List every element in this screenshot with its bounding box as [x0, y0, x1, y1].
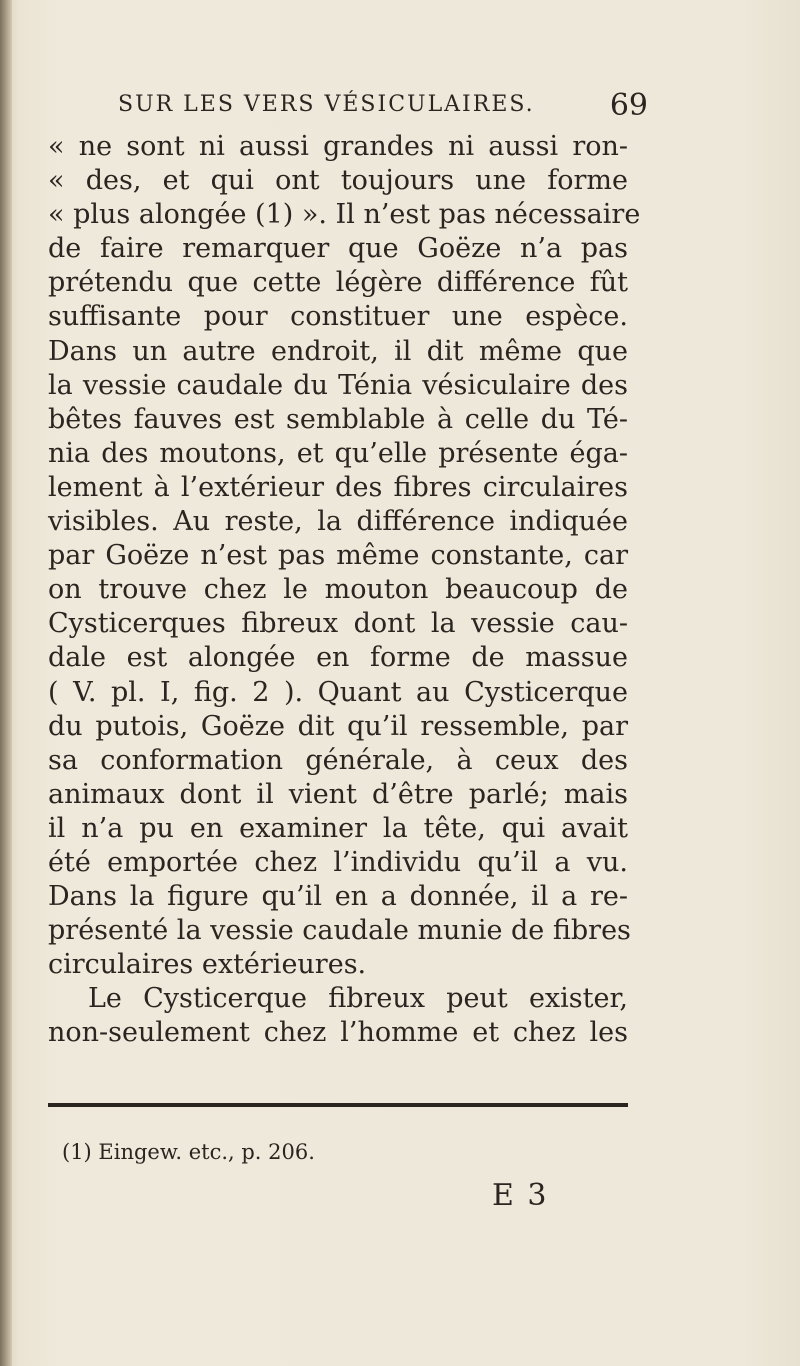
text-line: dale est alongée en forme de massue	[48, 642, 628, 674]
text-line: lement à l’extérieur des fibres circulaires	[48, 471, 628, 503]
page-header	[118, 88, 648, 128]
text-line: du putois, Goëze dit qu’il ressemble, par	[48, 710, 628, 742]
signature-mark: E 3	[492, 1178, 549, 1213]
text-line: « plus alongée (1) ». Il n’est pas nécessaire	[48, 199, 641, 231]
text-line: circulaires extérieures.	[48, 949, 367, 981]
text-line: sa conformation générale, à ceux des	[48, 744, 628, 776]
text-line: suffisante pour constituer une espèce.	[48, 301, 628, 333]
text-line: bêtes fauves est semblable à celle du Té-	[48, 403, 628, 435]
text-line: non-seulement chez l’homme et chez les	[48, 1017, 628, 1049]
running-title: SUR LES VERS VÉSICULAIRES.	[118, 92, 535, 117]
footnote: (1) Eingew. etc., p. 206.	[62, 1140, 315, 1164]
footnote-rule	[48, 1103, 628, 1107]
text-line: Cysticerques fibreux dont la vessie cau-	[48, 608, 628, 640]
text-line: Dans la figure qu’il en a donnée, il a re-	[48, 881, 628, 913]
text-line: on trouve chez le mouton beaucoup de	[48, 574, 628, 606]
body-text	[48, 130, 641, 1051]
text-line: animaux dont il vient d’être parlé; mais	[48, 778, 628, 810]
text-line: « ne sont ni aussi grandes ni aussi ron-	[48, 131, 628, 162]
text-line: la vessie caudale du Ténia vésiculaire des	[48, 369, 628, 401]
text-line: par Goëze n’est pas même constante, car	[48, 540, 628, 572]
text-line: été emportée chez l’individu qu’il a vu.	[48, 846, 628, 878]
page-number: 69	[609, 88, 648, 123]
text-line: Dans un autre endroit, il dit même que	[48, 335, 628, 367]
text-line: Le Cysticerque fibreux peut exister,	[88, 983, 628, 1015]
text-line: prétendu que cette légère différence fût	[48, 267, 628, 299]
text-line: visibles. Au reste, la différence indiquée	[48, 506, 628, 538]
text-line: nia des moutons, et qu’elle présente éga-	[48, 437, 628, 469]
text-line: de faire remarquer que Goëze n’a pas	[48, 233, 628, 265]
text-line: « des, et qui ont toujours une forme	[48, 165, 628, 197]
text-line: ( V. pl. I, fig. 2 ). Quant au Cysticerque	[48, 676, 628, 708]
text-line: il n’a pu en examiner la tête, qui avait	[48, 812, 628, 844]
page-spine-edge	[0, 0, 12, 1366]
text-line: présenté la vessie caudale munie de fibres	[48, 915, 631, 947]
